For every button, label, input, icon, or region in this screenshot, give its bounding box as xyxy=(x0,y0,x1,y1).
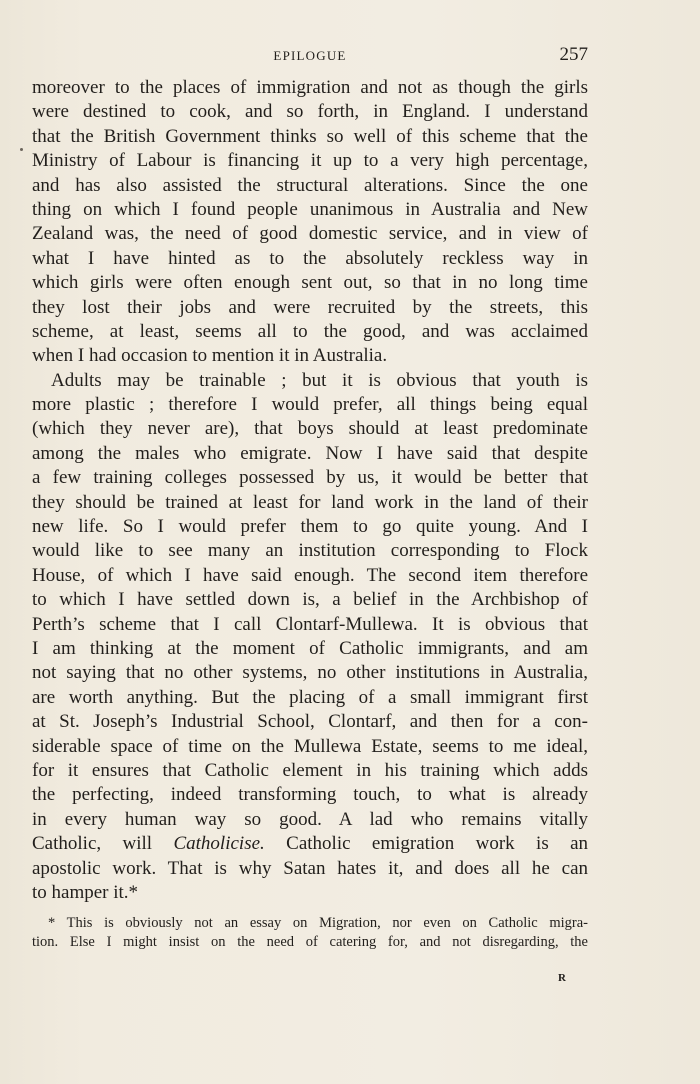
text-line: what I have hinted as to the absolutely reckless way in xyxy=(32,247,588,269)
text-line: would like to see many an institution corresponding to Flock xyxy=(32,540,588,562)
text-line: a few training colleges possessed by us, it would be better that xyxy=(32,467,588,489)
footnote xyxy=(32,914,588,952)
text-line: and has also assisted the structural alterations. Since the one xyxy=(32,174,588,196)
signature-mark: R xyxy=(558,972,566,984)
text-line: moreover to the places of immigration and not as though the girls xyxy=(32,77,588,98)
text-line: scheme, at least, seems all to the good, and was acclaimed xyxy=(32,320,588,342)
text-line: the perfecting, indeed transforming touch, to what is already xyxy=(32,784,588,806)
text-line: Zealand was, the need of good domestic service, and in view of xyxy=(32,223,588,245)
text-line: thing on which I found people unanimous in Australia and New xyxy=(32,198,588,220)
text-line: they lost their jobs and were recruited by the streets, this xyxy=(32,296,588,318)
text-line: that the British Government thinks so well of this scheme that the xyxy=(32,125,588,147)
margin-mark xyxy=(20,148,23,151)
footnote-line: tion. Else I might insist on the need of catering for, and not disregarding, the xyxy=(32,934,588,950)
text-line: were destined to cook, and so forth, in England. I understand xyxy=(32,101,588,123)
footnote-line: * This is obviously not an essay on Migration, nor even on Catholic migra- xyxy=(48,915,588,931)
text-line: I am thinking at the moment of Catholic immigrants, and am xyxy=(32,637,588,659)
text-line: at St. Joseph’s Industrial School, Clontarf, and then for a con- xyxy=(32,711,588,733)
text-line: for it ensures that Catholic element in his training which adds xyxy=(32,759,588,781)
text-line: new life. So I would prefer them to go quite young. And I xyxy=(32,516,588,538)
text-line: siderable space of time on the Mullewa Estate, seems to me ideal, xyxy=(32,735,588,757)
italic-word: Catholicise. xyxy=(173,833,265,855)
text-line: Adults may be trainable ; but it is obvious that youth is xyxy=(51,369,588,391)
text-line: House, of which I have said enough. The second item therefore xyxy=(32,564,588,586)
text-line: Ministry of Labour is financing it up to a very high percentage, xyxy=(32,150,588,172)
text-line: not saying that no other systems, no other institutions in Australia, xyxy=(32,662,588,684)
text-line xyxy=(32,832,588,856)
text-line: in every human way so good. A lad who remains vitally xyxy=(32,808,588,830)
text-segment: Catholic emigration work is an xyxy=(286,833,588,855)
running-title: EPILOGUE xyxy=(273,48,347,63)
text-line: to which I have settled down is, a belief in the Archbishop of xyxy=(32,589,588,611)
text-line: apostolic work. That is why Satan hates it, and does all he can xyxy=(32,857,588,879)
text-line: (which they never are), that boys should at least predominate xyxy=(32,418,588,440)
text-line: they should be trained at least for land work in the land of their xyxy=(32,491,588,513)
text-line: are worth anything. But the placing of a small immigrant first xyxy=(32,686,588,708)
text-line: to hamper it.* xyxy=(32,881,139,903)
running-head xyxy=(32,44,588,68)
text-line: which girls were often enough sent out, so that in no long time xyxy=(32,272,588,294)
body-text xyxy=(32,76,588,905)
text-segment: Catholic, will xyxy=(32,833,153,855)
text-line: more plastic ; therefore I would prefer, all things being equal xyxy=(32,394,588,416)
text-line: when I had occasion to mention it in Australia. xyxy=(32,345,388,367)
text-line: Perth’s scheme that I call Clontarf-Mullewa. It is obvious that xyxy=(32,613,588,635)
text-line: among the males who emigrate. Now I have said that despite xyxy=(32,442,588,464)
page-number: 257 xyxy=(559,44,588,65)
